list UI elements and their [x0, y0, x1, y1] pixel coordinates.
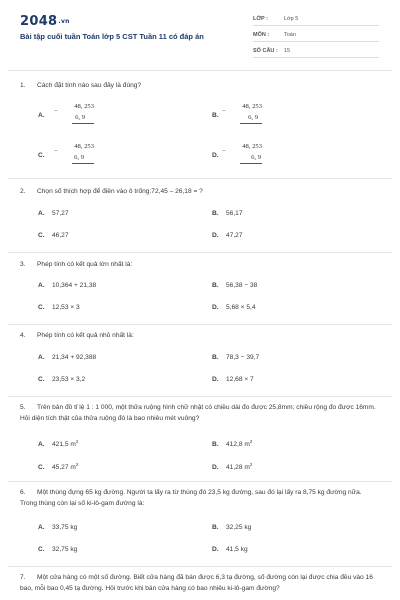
divider: [8, 178, 392, 179]
question-2-option-d[interactable]: D. 47,27: [212, 232, 243, 239]
question-2-option-a[interactable]: A. 57,27: [38, 210, 69, 217]
question-3-option-a[interactable]: A. 10,364 + 21,38: [38, 282, 97, 289]
question-3-option-b[interactable]: B. 56,38 − 38: [212, 282, 258, 289]
question-5-option-c[interactable]: C. 45,27 $m^2$: [38, 462, 79, 472]
meta-subject: [253, 30, 379, 42]
meta-question-count: [253, 46, 379, 58]
question-6-option-d[interactable]: D. 41,5 kg: [212, 546, 248, 553]
question-6-text: 6. Một thùng đựng 65 kg đường. Người ta lấy ra từ thùng đó 23,5 kg đường, sau đó lại lấy ra 8,75 kg đường nữa. Trong thùng còn lại số ki-lô-gam đường là:: [20, 489, 362, 507]
question-5-option-b[interactable]: B. 412,8 $m^2$: [212, 439, 253, 449]
question-4-option-d[interactable]: D. 12,68 × 7: [212, 376, 254, 383]
question-5-option-d[interactable]: D. 41,28 $m^2$: [212, 462, 253, 472]
question-1-text: 1. Cách đặt tính nào sau đây là đúng?: [20, 82, 142, 89]
question-6-option-a[interactable]: A. 33,75 kg: [38, 524, 78, 531]
divider: [8, 566, 392, 567]
meta-value: Lớp 5: [284, 16, 299, 22]
meta-label: MÔN :: [253, 32, 270, 38]
question-1-calc-c: 48, 253 − 6, 9: [54, 143, 114, 173]
question-3-option-c[interactable]: C. 12,53 × 3: [38, 304, 80, 311]
question-4-option-a[interactable]: A. 21,34 + 92,388: [38, 354, 97, 361]
question-1-calc-d: 48, 253 − 6, 9: [222, 143, 282, 173]
question-1-calc-a: 48, 253 − 6, 9: [54, 103, 114, 133]
question-7-text: 7. Một cửa hàng có một số đường. Biết cửa hàng đã bán được 6,3 tạ đường, số đường còn lại được chia đều vào 16 bao, mỗi bao 0,45 tạ đường. Hỏi trước khi bán cửa hàng có bao nhiêu ki-lô-gam đường?: [20, 574, 373, 592]
question-1-option-d[interactable]: D.: [212, 152, 219, 159]
question-5-option-a[interactable]: A. 421,5 $m^2$: [38, 439, 79, 449]
question-2-text: 2. Chọn số thích hợp để điền vào ô trống:72,45 – 26,18 = ?: [20, 188, 203, 195]
question-1-calc-b: 48, 253 − 6, 9: [222, 103, 282, 133]
divider: [8, 252, 392, 253]
meta-label: SỐ CÂU :: [253, 48, 278, 54]
question-4-text: 4. Phép tính có kết quả nhỏ nhất là:: [20, 332, 134, 339]
question-2-option-c[interactable]: C. 46,27: [38, 232, 69, 239]
site-logo[interactable]: 2048.vn: [20, 14, 70, 29]
meta-class: [253, 14, 379, 26]
question-4-option-c[interactable]: C. 23,53 × 3,2: [38, 376, 86, 383]
question-6-option-c[interactable]: C. 32,75 kg: [38, 546, 78, 553]
question-1-option-a[interactable]: A.: [38, 112, 45, 119]
meta-value: Toán: [284, 32, 296, 38]
document-title: Bài tập cuối tuần Toán lớp 5 CST Tuần 11 có đáp án: [20, 32, 204, 41]
question-3-text: 3. Phép tính có kết quả lớn nhất là:: [20, 261, 133, 268]
question-5-text: 5. Trên bản đồ tỉ lệ 1 : 1 000, một thửa ruộng hình chữ nhật có chiều dài đo được 25,8mm; chiều rộng đo được 16mm. Hỏi diện tích thật của thửa ruộng đó là bao nhiêu mét vuông?: [20, 404, 376, 422]
question-2-option-b[interactable]: B. 56,17: [212, 210, 243, 217]
question-3-option-d[interactable]: D. 5,68 × 5,4: [212, 304, 256, 311]
question-1-option-c[interactable]: C.: [38, 152, 45, 159]
document-header: [0, 0, 400, 62]
meta-value: 15: [284, 48, 291, 54]
question-4-option-b[interactable]: B. 78,3 − 39,7: [212, 354, 260, 361]
divider: [8, 481, 392, 482]
divider: [8, 70, 392, 71]
divider: [8, 396, 392, 397]
meta-label: LỚP :: [253, 16, 268, 22]
question-6-option-b[interactable]: B. 32,25 kg: [212, 524, 252, 531]
question-1-option-b[interactable]: B.: [212, 112, 219, 119]
divider: [8, 324, 392, 325]
